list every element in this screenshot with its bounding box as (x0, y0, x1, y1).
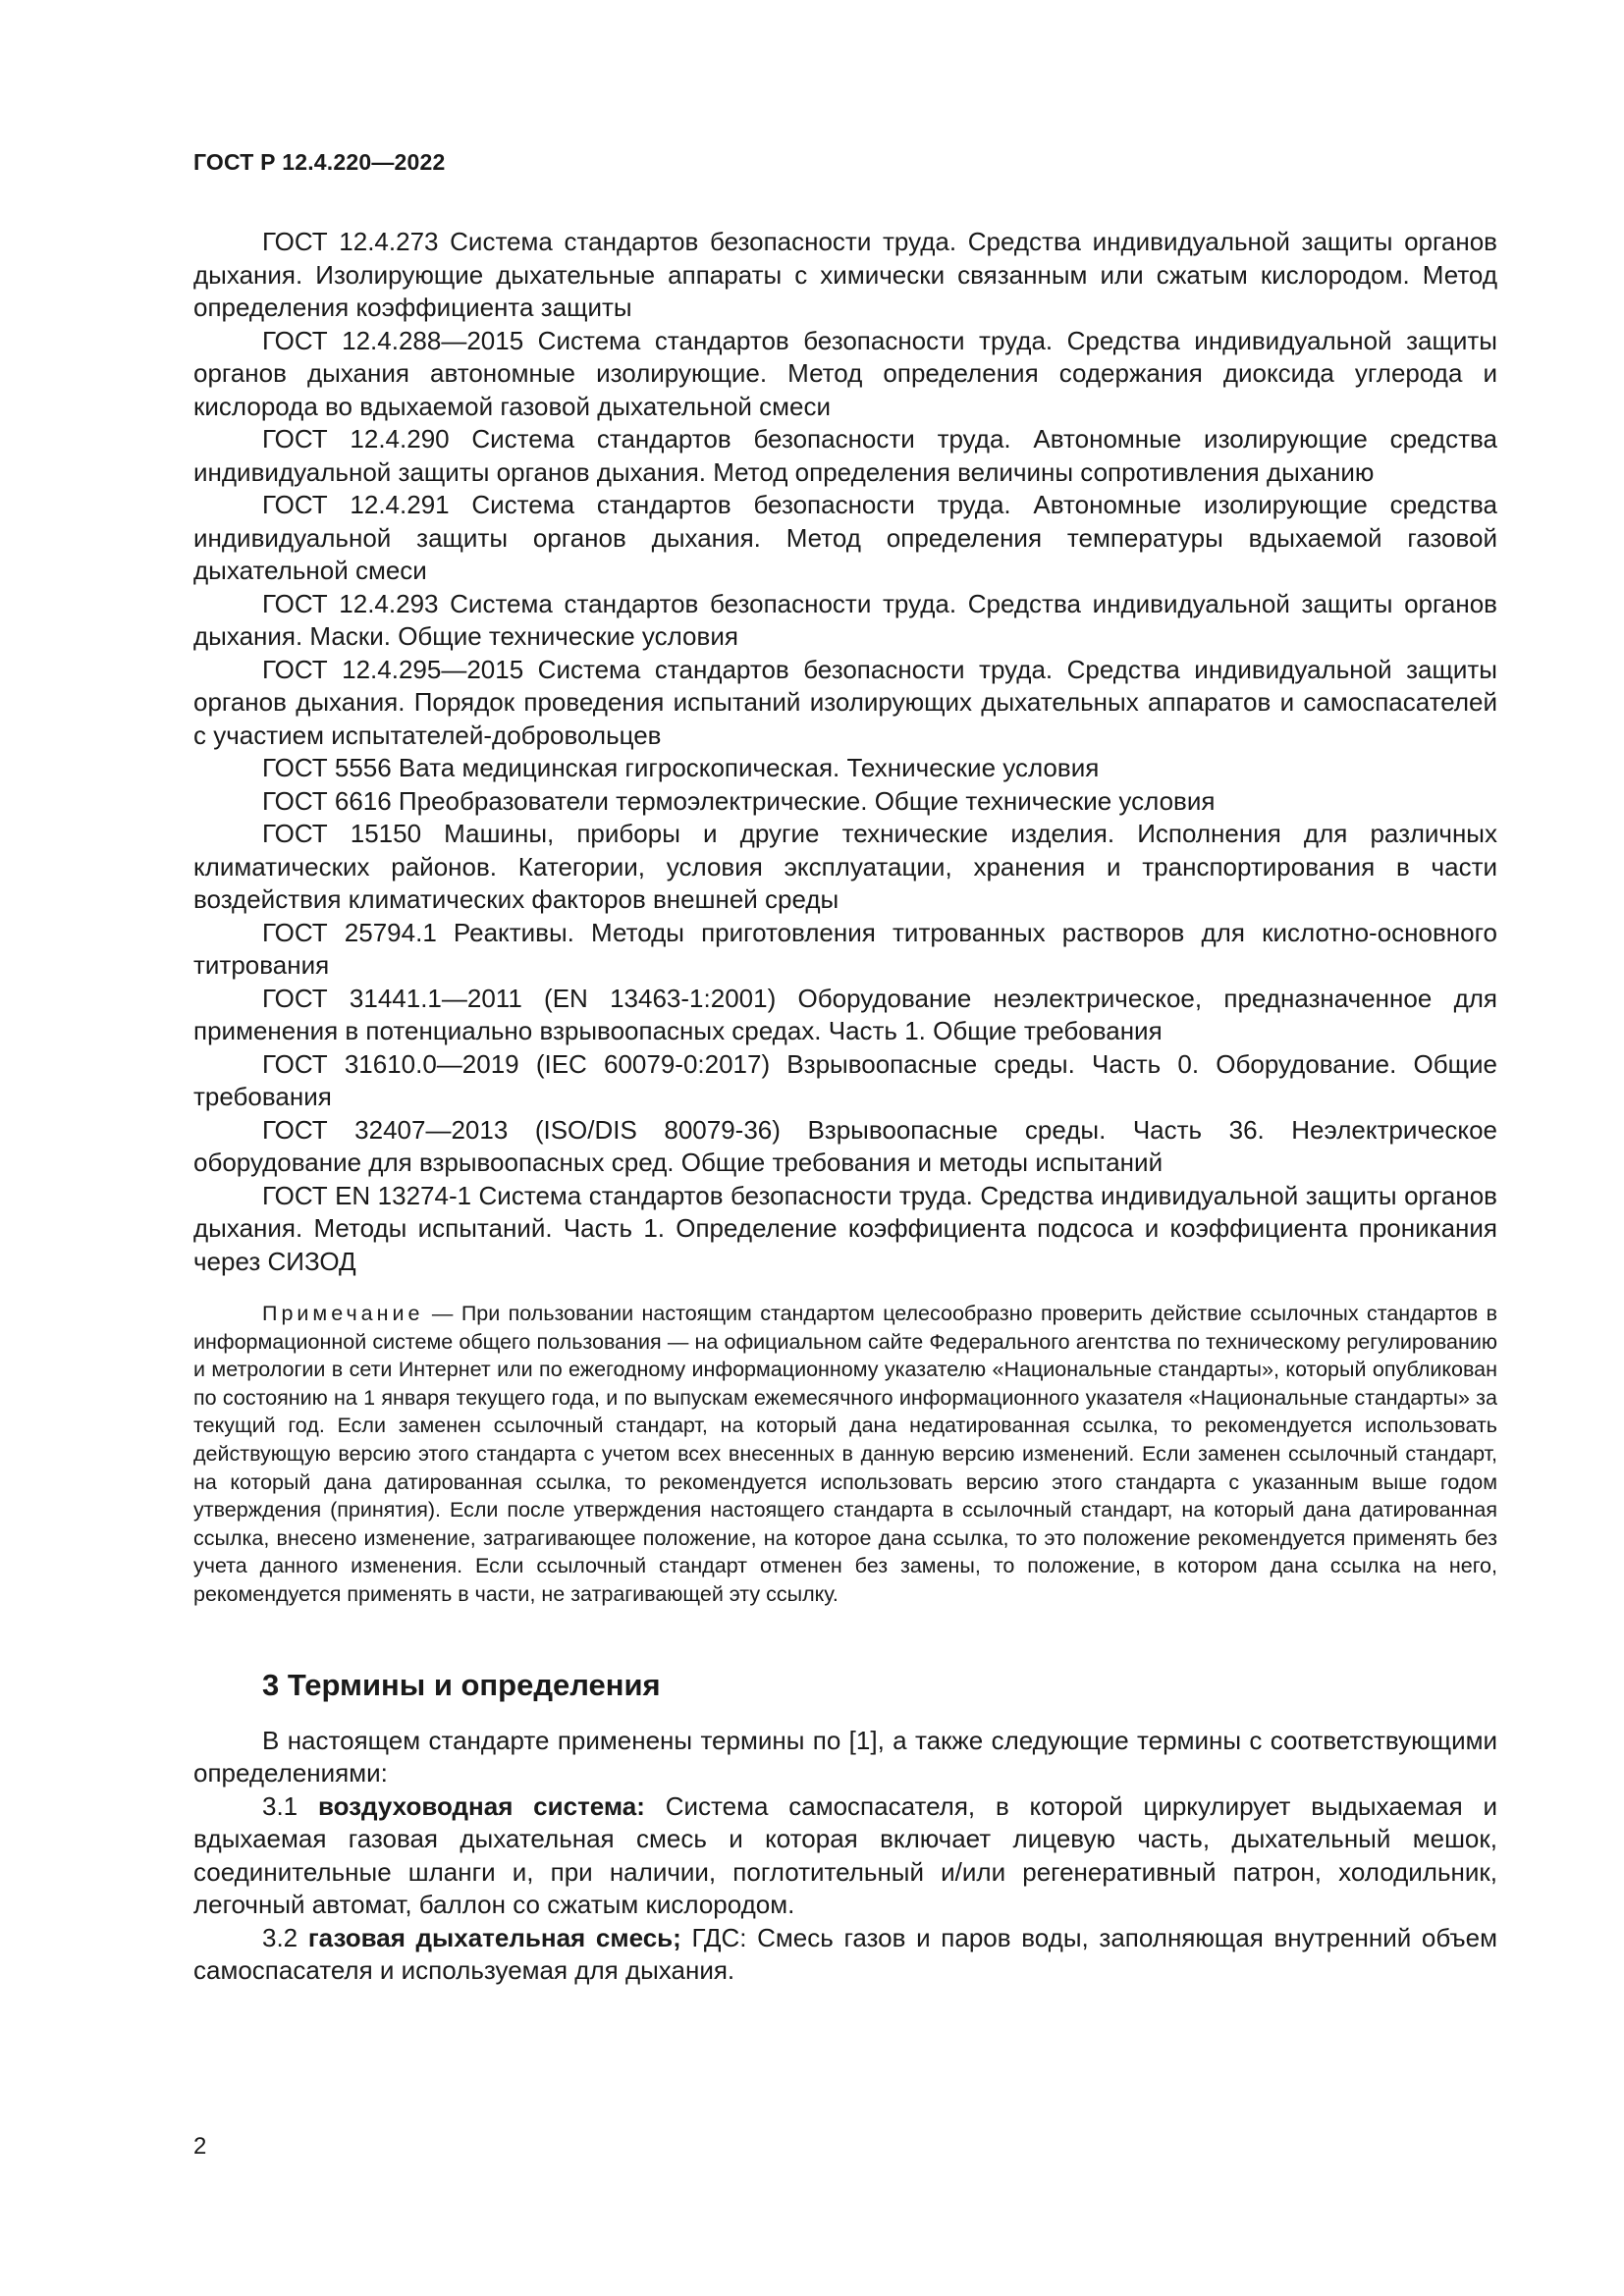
definition-text: Система самоспасателя, в которой циркулирует выдыхаемая и вдыхаемая газовая дыхательная смесь и которая включает лицевую часть, дыхательный мешок, соединительные шланги и, при наличии, поглотительный и/или регенеративный патрон, холодильник, легочный автомат, баллон со сжатым кислородом. (193, 1790, 1497, 1920)
note-text: При пользовании настоящим стандартом целесообразно проверить действие ссылочных стандартов в информационной системе общего пользования — на официальном сайте Федерального агентства по техническому регулированию и метрологии в сети Интернет или по ежегодному информационному указателю «Национальные стандарты», который опубликован по состоянию на 1 января текущего года, и по выпускам ежемесячного информационного указателя «Национальные стандарты» за текущий год. Если заменен ссылочный стандарт, на который дана недатированная ссылка, то рекомендуется использовать действующую версию этого стандарта с учетом всех внесенных в данную версию изменений. Если заменен ссылочный стандарт, на который дана датированная ссылка, то рекомендуется использовать версию этого стандарта с указанным выше годом утверждения (принятия). Если после утверждения настоящего стандарта в ссылочный стандарт, на который дана датированная ссылка, внесено изменение, затрагивающее положение, на которое дана ссылка, то это положение рекомендуется применять без учета данного изменения. Если ссылочный стандарт отменен без замены, то положение, в котором дана ссылка на него, рекомендуется применять в части, не затрагивающей эту ссылку. (193, 1302, 1497, 1606)
reference-item: ГОСТ 12.4.293 Система стандартов безопасности труда. Средства индивидуальной защиты органов дыхания. Маски. Общие технические условия (193, 588, 1497, 651)
reference-item: ГОСТ 12.4.290 Система стандартов безопасности труда. Автономные изолирующие средства индивидуальной защиты органов дыхания. Метод определения величины сопротивления дыханию (193, 424, 1497, 487)
page-number: 2 (193, 2133, 207, 2160)
definition-text: ГДС: Смесь газов и паров воды, заполняющая внутренний объем самоспасателя и используемая для дыхания. (193, 1922, 1498, 1986)
reference-item: ГОСТ 25794.1 Реактивы. Методы приготовления титрованных растворов для кислотно-основного титрования (193, 917, 1497, 980)
reference-item: ГОСТ 12.4.291 Система стандартов безопасности труда. Автономные изолирующие средства индивидуальной защиты органов дыхания. Метод определения температуры вдыхаемой газовой дыхательной смеси (193, 490, 1497, 585)
definition-number: 3.2 (262, 1922, 298, 1952)
reference-item: ГОСТ 12.4.288—2015 Система стандартов безопасности труда. Средства индивидуальной защиты органов дыхания автономные изолирующие. Метод определения содержания диоксида углерода и кислорода во вдыхаемой газовой дыхательной смеси (193, 325, 1497, 421)
note-dash: — (423, 1302, 461, 1325)
definition-term: воздуховодная система: (317, 1790, 645, 1821)
definition-item (193, 1922, 1497, 1988)
document-body (193, 226, 1497, 1988)
reference-item: ГОСТ 12.4.273 Система стандартов безопасности труда. Средства индивидуальной защиты органов дыхания. Изолирующие дыхательные аппараты с химически связанным или сжатым кислородом. Метод определения коэффициента защиты (193, 227, 1497, 322)
references-list (193, 226, 1497, 1278)
reference-item: ГОСТ 15150 Машины, приборы и другие технические изделия. Исполнения для различных климатических районов. Категории, условия эксплуатации, хранения и транспортирования в части воздействия климатических факторов внешней среды (193, 819, 1497, 914)
definition-term: газовая дыхательная смесь; (307, 1922, 681, 1952)
reference-item: ГОСТ 31610.0—2019 (IEC 60079-0:2017) Взрывоопасные среды. Часть 0. Оборудование. Общие требования (193, 1048, 1497, 1111)
reference-item: ГОСТ 5556 Вата медицинская гигроскопическая. Технические условия (262, 753, 1100, 782)
document-header: ГОСТ Р 12.4.220—2022 (193, 149, 446, 175)
definition-item (193, 1790, 1497, 1922)
reference-item: ГОСТ EN 13274-1 Система стандартов безопасности труда. Средства индивидуальной защиты органов дыхания. Методы испытаний. Часть 1. Определение коэффициента подсоса и коэффициента проникания через СИЗОД (193, 1180, 1497, 1276)
section-heading: 3 Термины и определения (262, 1667, 661, 1702)
reference-item: ГОСТ 31441.1—2011 (EN 13463-1:2001) Оборудование неэлектрическое, предназначенное для применения в потенциально взрывоопасных средах. Часть 1. Общие требования (193, 983, 1497, 1045)
definition-number: 3.1 (262, 1790, 298, 1821)
section-intro: В настоящем стандарте применены термины по [1], а также следующие термины с соответствующими определениями: (193, 1725, 1497, 1789)
note-paragraph (193, 1300, 1497, 1609)
note-label: Примечание (262, 1302, 424, 1325)
reference-item: ГОСТ 32407—2013 (ISO/DIS 80079-36) Взрывоопасные среды. Часть 36. Неэлектрическое оборудование для взрывоопасных сред. Общие требования и методы испытаний (193, 1114, 1497, 1177)
reference-item: ГОСТ 12.4.295—2015 Система стандартов безопасности труда. Средства индивидуальной защиты органов дыхания. Порядок проведения испытаний изолирующих дыхательных аппаратов и самоспасателей с участием испытателей-добровольцев (193, 654, 1497, 750)
reference-item: ГОСТ 6616 Преобразователи термоэлектрические. Общие технические условия (262, 785, 1216, 816)
